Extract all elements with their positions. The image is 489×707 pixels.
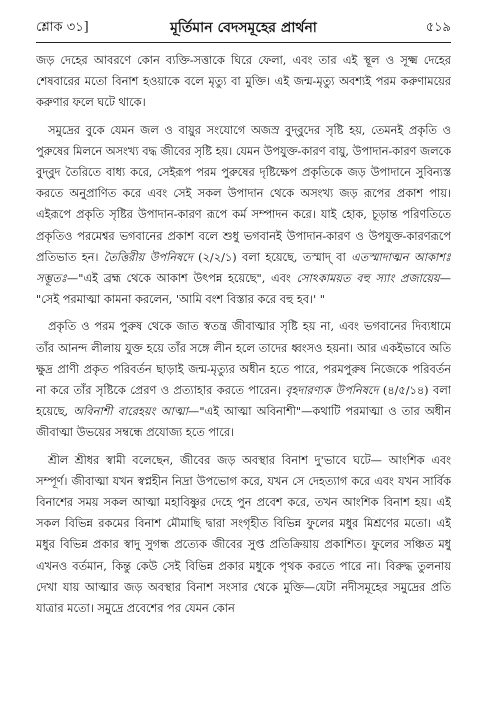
text-segment: শ্রীল শ্রীধর স্বামী বলেছেন, জীবের জড় অবস্থার বিনাশ দু'ভাবে ঘটে— আংশিক এবং সম্পূর্ণ। জীবাত্মা যখন স্বপ্নহীন নিদ্রা উপভোগ করে, যখন সে দেহত্যাগ করে এবং যখন সার্বিক বিনাশের সময় সকল আত্মা মহাবিষ্ণুর দেহে পুন প্রবেশ করে, তখন আংশিক বিনাশ হয়। এই সকল বিভিন্ন রকমের বিনাশ মৌমাছি দ্বারা সংগৃহীত বিভিন্ন ফুলের মধুর মিশ্রণের মতো। এই মধুর বিভিন্ন প্রকার স্বাদু সুগন্ধ প্রত্যেক জীবের সুপ্ত প্রতিক্রিয়ায় প্রকাশিত। ফুলের সঞ্চিত মধু এখনও বর্তমান, কিন্তু কেউ সেই বিভিন্ন প্রকার মধুকে পৃথক করতে পারে না। বিরুদ্ধ তুলনায় দেখা যায় আত্মার জড় অবস্থার বিনাশ সংসার থেকে মুক্তি—যেটা নদীসমূহের সমুদ্রের প্রতি যাত্রার মতো। সমুদ্রে প্রবেশের পর যেমন কোন	[36, 453, 451, 616]
italic-citation: সোঽকাময়ত বহু স্যাং প্রজায়েয়	[296, 272, 440, 286]
verse-reference: শ্লোক ৩১]	[36, 20, 89, 35]
italic-citation: অবিনাশী বারেহয়ং আত্মা	[73, 405, 189, 419]
header-rule	[36, 42, 451, 43]
paragraph	[36, 316, 451, 443]
italic-citation: এতস্মাদাত্মন আকাশঃ সম্ভূতঃ	[36, 250, 451, 286]
chapter-title: মূর্তিমান বেদসমূহের প্রার্থনা	[170, 20, 317, 36]
body-text	[36, 50, 451, 697]
text-segment: —"এই ব্রহ্ম থেকে আকাশ উৎপন্ন হয়েছে", এবং	[66, 272, 297, 286]
page-header	[36, 14, 451, 36]
text-segment: সমুদ্রের বুকে যেমন জল ও বায়ুর সংযোগে অজস্র বুদ্‌বুদের সৃষ্টি হয়, তেমনই প্রকৃতি ও পুরুষের মিলনে অসংখ্য বদ্ধ জীবের সৃষ্টি হয়। যেমন উপযুক্ত-কারণ বায়ু, উপাদান-কারণ জলকে বুদ্‌বুদ তৈরিতে বাধ্য করে, সেইরূপ পরম পুরুষের দৃষ্টিক্ষেপ প্রকৃতিকে জড় উপাদানে সুবিন্যস্ত করতে অনুপ্রাণিত করে এবং সেই সকল উপাদান থেকে অসংখ্য জড় রূপের প্রকাশ পায়। এইরূপে প্রকৃতি সৃষ্টির উপাদান-কারণ রূপে কর্ম সম্পাদন করে। যাই হোক, চূড়ান্ত পরিণতিতে প্রকৃতিও পরমেশ্বর ভগবানের প্রকাশ বলে শুধু ভগবানই উপাদান-কারণ ও উপযুক্ত-কারণরূপে প্রতিভাত হন।	[36, 123, 451, 264]
text-segment: প্রকৃতি ও পরম পুরুষ থেকে জাত স্বতন্ত্র জীবাত্মার সৃষ্টি হয় না, এবং ভগবানের দিব্যধামে তাঁর আনন্দ লীলায় যুক্ত হয়ে তাঁর সঙ্গে লীন হলে তাদের ধ্বংসও হয়না। আর একইভাবে অতি ক্ষুদ্র প্রাণী প্রকৃত পরিবর্তন ছাড়াই জন্ম-মৃত্যুর অধীন হতে পারে, পরমপুরুষ নিজেকে পরিবর্তন না করে তাঁর সৃষ্টিকে প্রেরণ ও প্রত্যাহার করতে পারেন।	[36, 320, 451, 398]
text-segment: (২/২/১) বলা হয়েছে, তস্মাদ্‌ বা	[192, 250, 352, 264]
page-number: ৫১৯	[425, 20, 451, 35]
text-segment: জড় দেহের আবরণে কোন ব্যক্তি-সত্তাকে ঘিরে ফেলা, এবং তার এই স্থূল ও সূক্ষ্ম দেহের শেষবারের মতো বিনাশ হওয়াকে বলে মৃত্যু বা মুক্তি। এই জন্ম-মৃত্যু অবশ্যই পরম করুণাময়ের করুণার ফলে ঘটে থাকে।	[36, 54, 451, 110]
text-segment: (৪/৫/১৪) বলা হয়েছে,	[36, 384, 451, 419]
italic-citation: তৈত্তিরীয় উপনিষদে	[103, 250, 193, 264]
paragraph	[36, 50, 451, 114]
text-segment: —"এই আত্মা অবিনাশী"—কথাটি পরমাত্মা ও তার অধীন জীবাত্মা উভয়ের সম্বন্ধে প্রযোজ্য হতে পারে।	[36, 405, 451, 440]
paragraph	[36, 450, 451, 620]
paragraph	[36, 120, 451, 311]
italic-citation: বৃহদারণ্যক উপনিষদে	[285, 384, 379, 398]
text-segment: — "সেই পরমাত্মা কামনা করলেন, 'আমি বংশ বিস্তার করে বহু হব।' "	[36, 272, 451, 307]
